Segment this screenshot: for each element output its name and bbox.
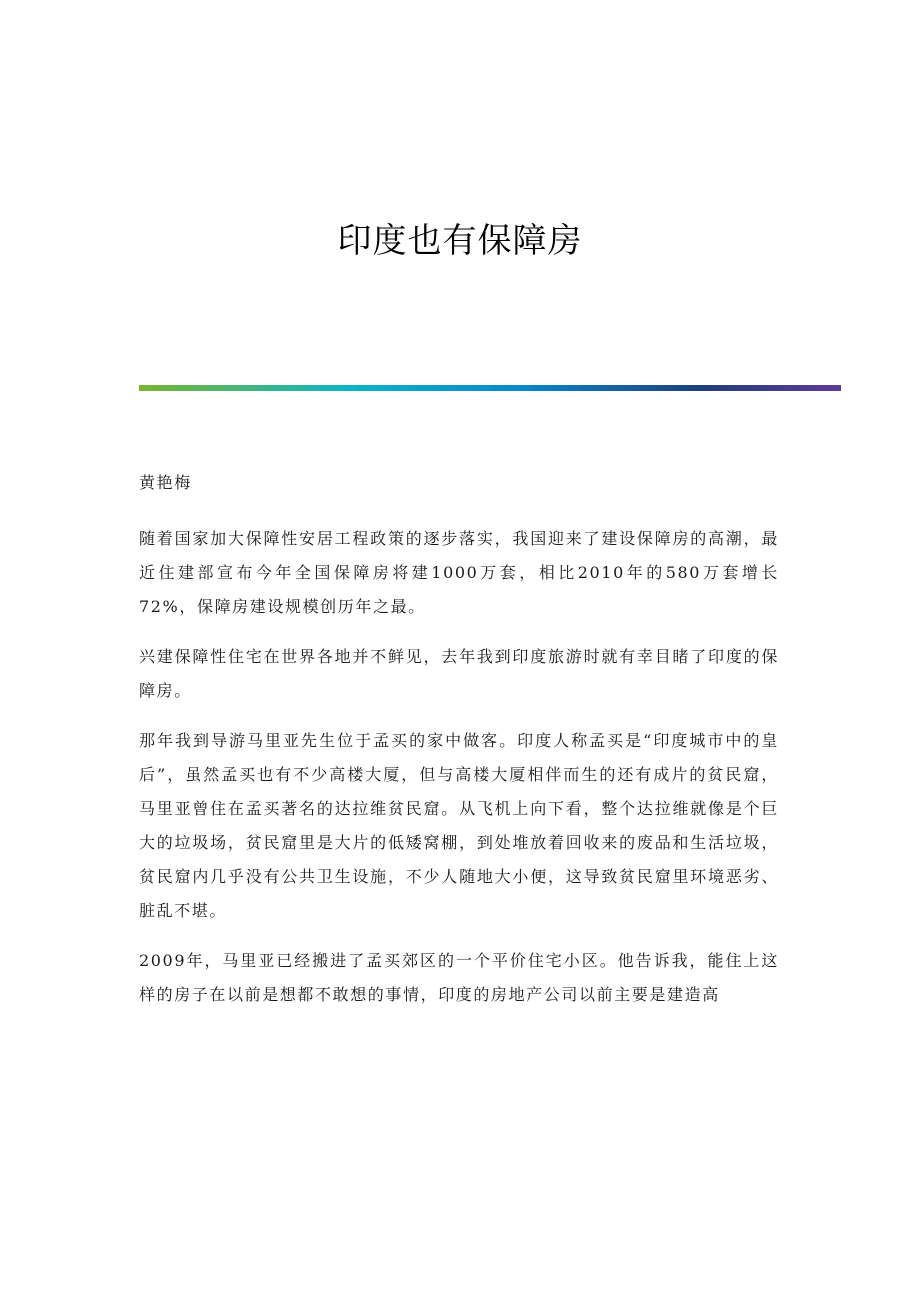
article-body [139,466,779,1028]
paragraph-3: 那年我到导游马里亚先生位于孟买的家中做客。印度人称孟买是“印度城市中的皇后”，虽然孟买也有不少高楼大厦，但与高楼大厦相伴而生的还有成片的贫民窟，马里亚曾住在孟买著名的达拉维贫民窟。从飞机上向下看，整个达拉维就像是个巨大的垃圾场，贫民窟里是大片的低矮窝棚，到处堆放着回收来的废品和生活垃圾，贫民窟内几乎没有公共卫生设施，不少人随地大小便，这导致贫民窟里环境恶劣、脏乱不堪。 [139,731,779,920]
page-title: 印度也有保障房 [337,221,583,261]
paragraph-1: 随着国家加大保障性安居工程政策的逐步落实，我国迎来了建设保障房的高潮，最近住建部宣布今年全国保障房将建1000万套，相比2010年的580万套增长72%，保障房建设规模创历年之最。 [139,529,779,616]
paragraph-2: 兴建保障性住宅在世界各地并不鲜见，去年我到印度旅游时就有幸目睹了印度的保障房。 [139,647,779,700]
gradient-divider [139,385,841,391]
paragraph-4: 2009年，马里亚已经搬进了孟买郊区的一个平价住宅小区。他告诉我，能住上这样的房子在以前是想都不敢想的事情，印度的房地产公司以前主要是建造高 [139,951,779,1004]
author-name: 黄艳梅 [139,473,192,492]
